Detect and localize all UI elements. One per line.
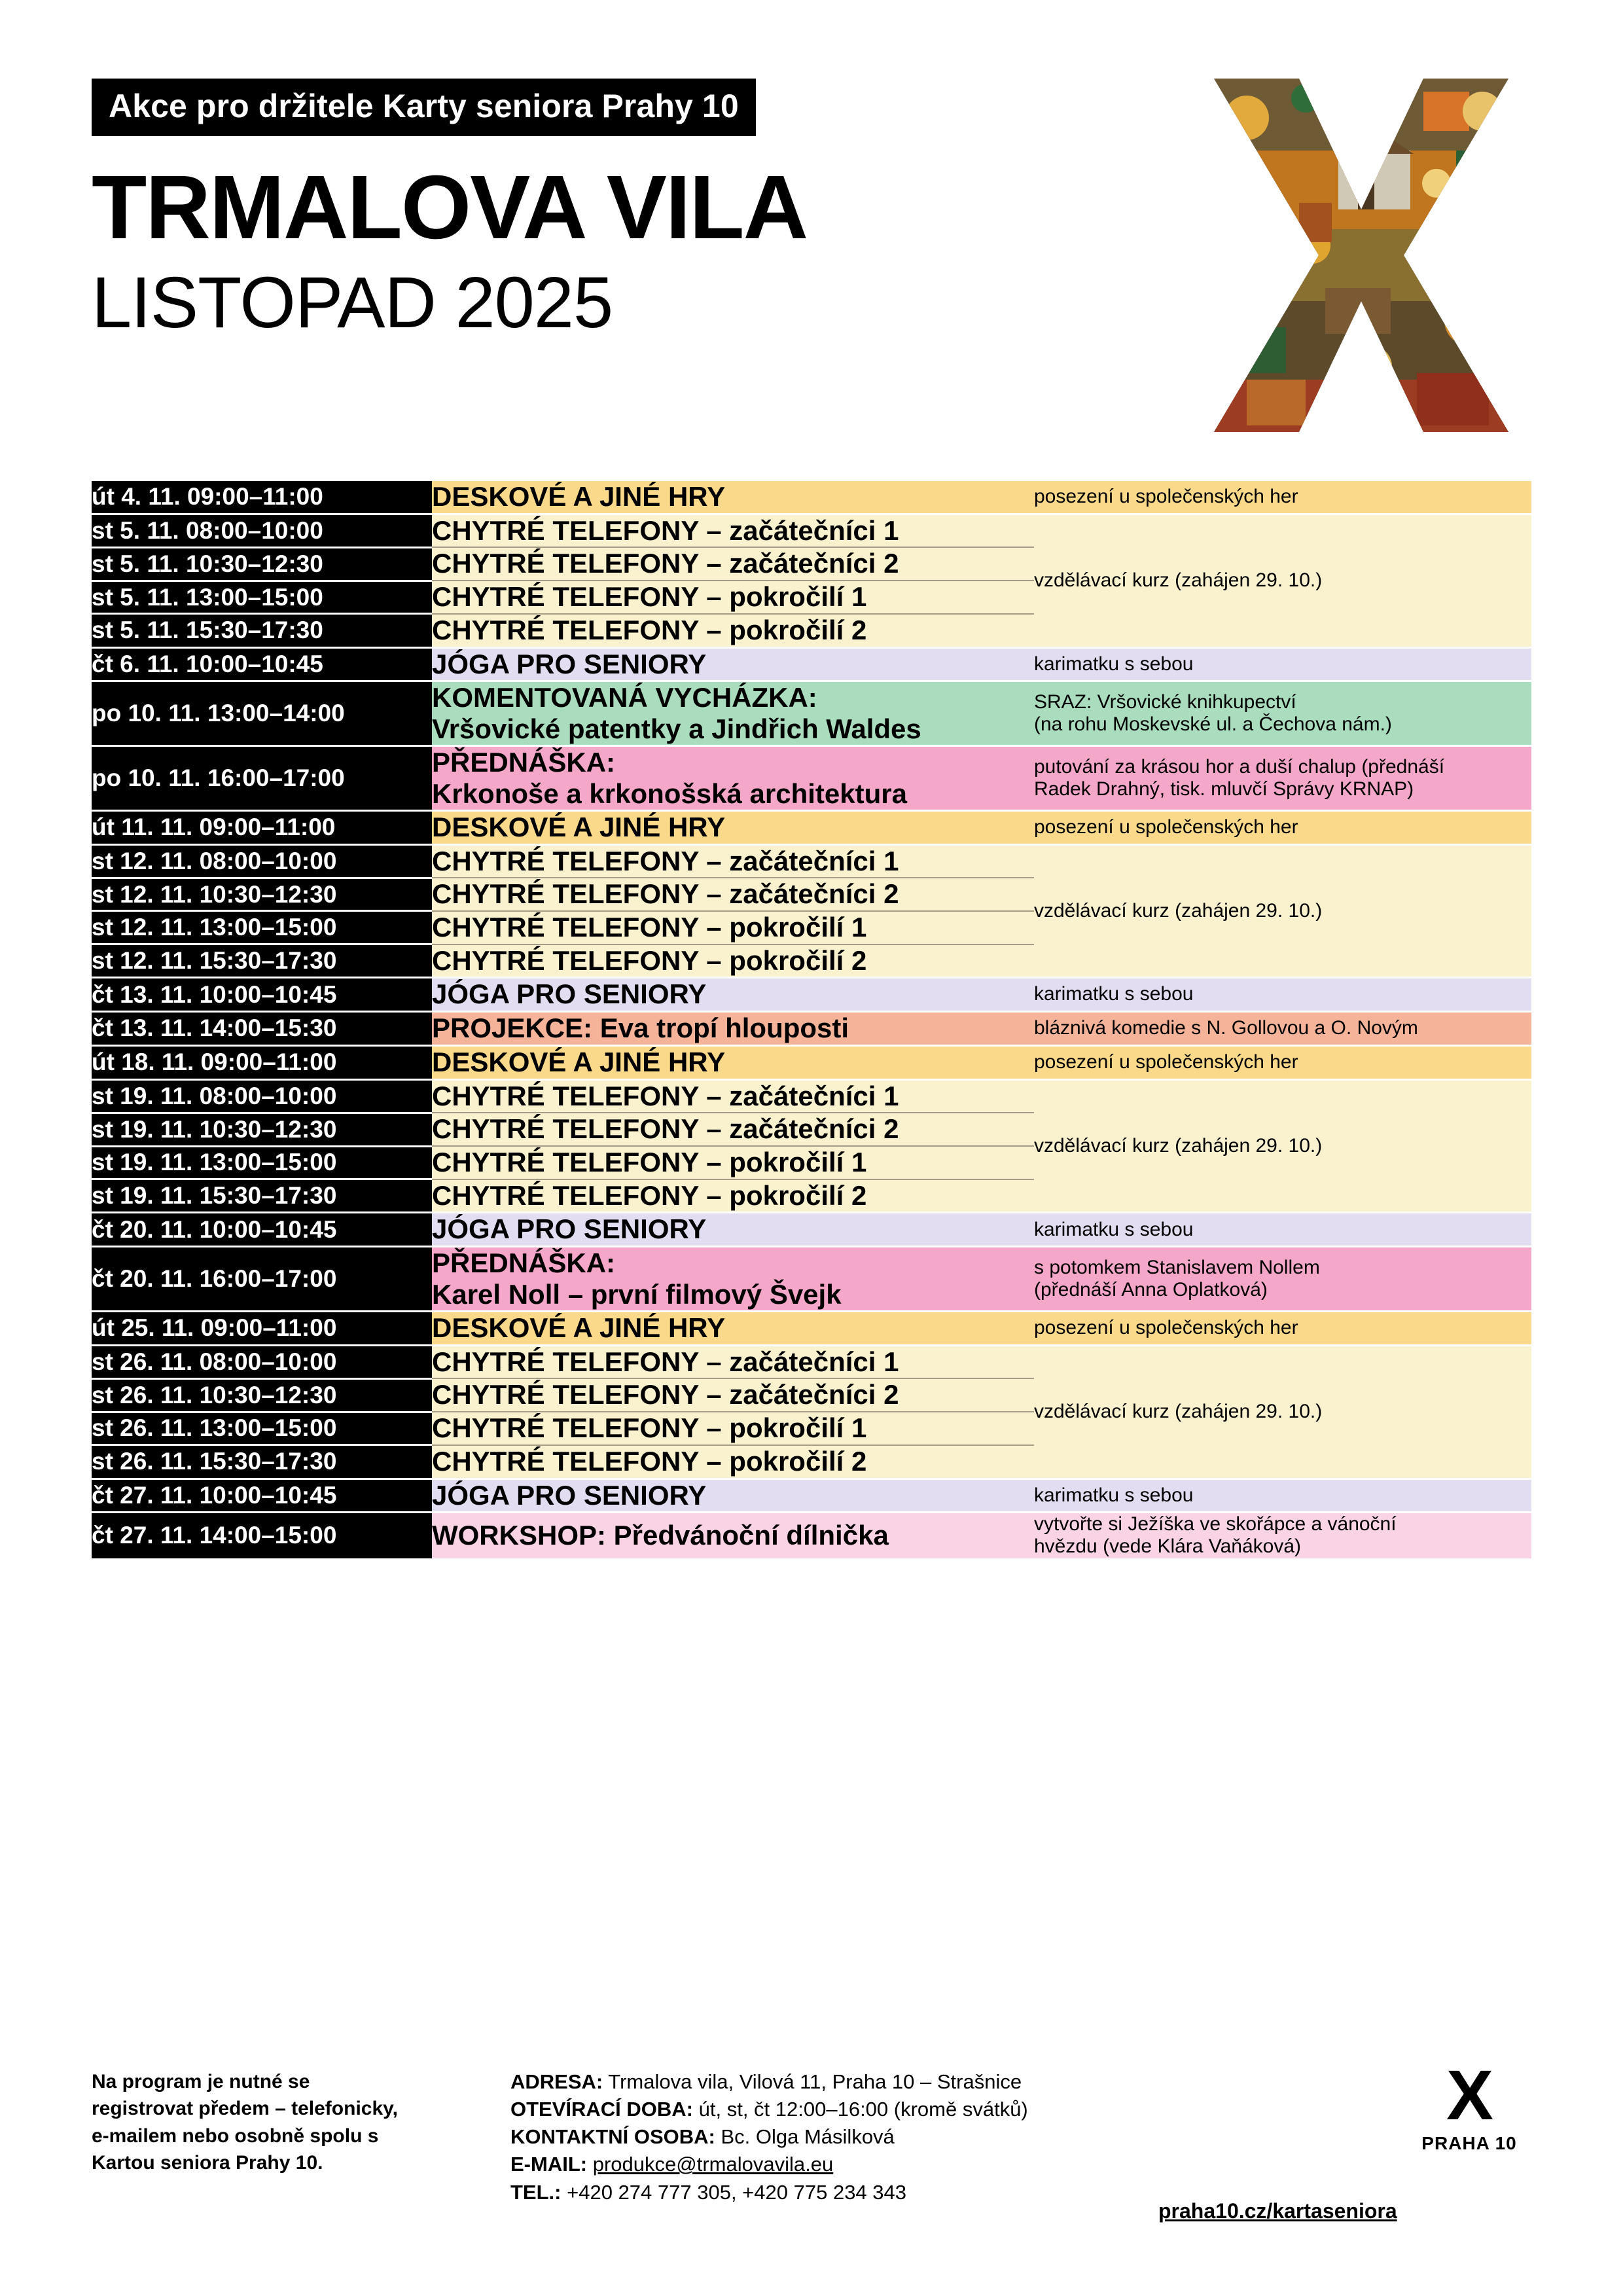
- row-title-line: CHYTRÉ TELEFONY – pokročilí 2: [432, 944, 867, 976]
- row-note-line: (na rohu Moskevské ul. a Čechova nám.): [1034, 713, 1392, 736]
- row-note: [1034, 1045, 1531, 1079]
- address-value: Trmalova vila, Vilová 11, Praha 10 – Strašnice: [608, 2070, 1022, 2093]
- row-title-line: CHYTRÉ TELEFONY – pokročilí 2: [432, 1445, 867, 1477]
- row-note: [1034, 1247, 1531, 1312]
- praha10-logo: [1400, 2055, 1538, 2154]
- row-title: [432, 1079, 1034, 1113]
- row-title-line: DESKOVÉ A JINÉ HRY: [432, 1312, 726, 1343]
- row-title: [432, 978, 1034, 1012]
- row-date: út 11. 11. 09:00–11:00: [92, 810, 432, 844]
- table-row: [92, 1045, 1531, 1079]
- row-title-line: CHYTRÉ TELEFONY – začátečníci 2: [432, 548, 899, 579]
- row-title-line: CHYTRÉ TELEFONY – začátečníci 2: [432, 878, 899, 910]
- row-date: st 26. 11. 15:30–17:30: [92, 1445, 432, 1479]
- table-row: [92, 1345, 1531, 1378]
- row-note: [1034, 810, 1531, 844]
- row-note: [1034, 481, 1531, 514]
- row-date: st 5. 11. 13:00–15:00: [92, 581, 432, 614]
- row-note-line: karimatku s sebou: [1034, 653, 1194, 675]
- row-title: [432, 1012, 1034, 1046]
- row-note-line: karimatku s sebou: [1034, 1218, 1194, 1240]
- row-note-line: bláznivá komedie s N. Gollovou a O. Novým: [1034, 1017, 1418, 1039]
- row-title: [432, 878, 1034, 911]
- row-title-line: DESKOVÉ A JINÉ HRY: [432, 481, 726, 512]
- row-title: [432, 1378, 1034, 1412]
- table-row: [92, 746, 1531, 811]
- page-title: TRMALOVA VILA: [92, 157, 808, 258]
- row-note-line: vzdělávací kurz (zahájen 29. 10.): [1034, 1134, 1323, 1157]
- row-title-line: Vršovické patentky a Jindřich Waldes: [432, 713, 921, 745]
- row-note-line: karimatku s sebou: [1034, 1484, 1194, 1506]
- row-note: [1034, 1012, 1531, 1046]
- row-title-line: JÓGA PRO SENIORY: [432, 978, 707, 1010]
- row-date: čt 6. 11. 10:00–10:45: [92, 647, 432, 681]
- row-date: st 12. 11. 15:30–17:30: [92, 944, 432, 978]
- row-note: [1034, 647, 1531, 681]
- row-note: [1034, 1345, 1531, 1479]
- hours-value: út, st, čt 12:00–16:00 (kromě svátků): [698, 2098, 1028, 2121]
- row-note: [1034, 746, 1531, 811]
- row-title: [432, 581, 1034, 614]
- row-note: [1034, 844, 1531, 978]
- contact-value: Bc. Olga Másilková: [721, 2125, 895, 2149]
- row-date: st 12. 11. 13:00–15:00: [92, 911, 432, 944]
- row-date: st 12. 11. 10:30–12:30: [92, 878, 432, 911]
- row-title-line: CHYTRÉ TELEFONY – pokročilí 2: [432, 614, 867, 645]
- row-note-line: Radek Drahný, tisk. mluvčí Správy KRNAP): [1034, 778, 1414, 800]
- row-title-line: KOMENTOVANÁ VYCHÁZKA:: [432, 682, 817, 713]
- row-title-line: WORKSHOP: Předvánoční dílnička: [432, 1520, 889, 1551]
- row-title: [432, 1247, 1034, 1312]
- row-date: st 5. 11. 15:30–17:30: [92, 614, 432, 647]
- row-date: st 5. 11. 10:30–12:30: [92, 547, 432, 581]
- row-date: st 26. 11. 13:00–15:00: [92, 1412, 432, 1445]
- email-link[interactable]: produkce@trmalovavila.eu: [592, 2153, 834, 2176]
- row-title-line: CHYTRÉ TELEFONY – pokročilí 1: [432, 911, 867, 942]
- table-row: [92, 1247, 1531, 1312]
- row-title-line: CHYTRÉ TELEFONY – začátečníci 1: [432, 1346, 899, 1377]
- row-title: [432, 844, 1034, 878]
- row-note-line: vzdělávací kurz (zahájen 29. 10.): [1034, 899, 1323, 922]
- row-title-line: CHYTRÉ TELEFONY – začátečníci 1: [432, 514, 899, 546]
- row-date: st 19. 11. 15:30–17:30: [92, 1179, 432, 1213]
- row-date: čt 20. 11. 10:00–10:45: [92, 1213, 432, 1247]
- table-row: [92, 647, 1531, 681]
- table-row: [92, 1213, 1531, 1247]
- row-title: [432, 746, 1034, 811]
- row-title: [432, 681, 1034, 746]
- row-title: [432, 614, 1034, 647]
- row-note: [1034, 1079, 1531, 1213]
- email-line: [510, 2151, 1165, 2178]
- row-date: po 10. 11. 13:00–14:00: [92, 681, 432, 746]
- header-badge: Akce pro držitele Karty seniora Prahy 10: [92, 79, 756, 136]
- praha10-logo-text: PRAHA 10: [1421, 2132, 1517, 2153]
- table-row: [92, 810, 1531, 844]
- row-title-line: JÓGA PRO SENIORY: [432, 648, 707, 679]
- row-title: [432, 1345, 1034, 1378]
- row-title-line: CHYTRÉ TELEFONY – začátečníci 1: [432, 1080, 899, 1111]
- row-title: [432, 1445, 1034, 1479]
- row-date: st 26. 11. 10:30–12:30: [92, 1378, 432, 1412]
- row-note: [1034, 1479, 1531, 1513]
- row-title-line: Krkonoše a krkonošská architektura: [432, 778, 907, 809]
- row-note: [1034, 1213, 1531, 1247]
- row-note-line: vytvořte si Ježíška ve skořápce a vánoční: [1034, 1513, 1397, 1535]
- row-title: [432, 911, 1034, 944]
- row-title: [432, 1412, 1034, 1445]
- row-title-line: JÓGA PRO SENIORY: [432, 1479, 707, 1511]
- row-date: st 5. 11. 08:00–10:00: [92, 514, 432, 547]
- registration-note: Na program je nutné se registrovat předem – telefonicky, e-mailem nebo osobně spolu s Kartou seniora Prahy 10.: [92, 2071, 398, 2174]
- address-line: [510, 2068, 1165, 2096]
- schedule-table: [92, 481, 1531, 1560]
- row-title-line: DESKOVÉ A JINÉ HRY: [432, 1046, 726, 1077]
- row-note: [1034, 681, 1531, 746]
- tel-value: +420 274 777 305, +420 775 234 343: [567, 2180, 907, 2204]
- row-title: [432, 1213, 1034, 1247]
- row-note-line: posezení u společenských her: [1034, 1050, 1298, 1073]
- row-title-line: CHYTRÉ TELEFONY – pokročilí 1: [432, 1147, 867, 1177]
- row-date: po 10. 11. 16:00–17:00: [92, 746, 432, 811]
- row-title-line: PŘEDNÁŠKA:: [432, 747, 616, 778]
- row-title: [432, 1146, 1034, 1179]
- row-title: [432, 810, 1034, 844]
- row-title-line: PROJEKCE: Eva tropí hlouposti: [432, 1013, 849, 1044]
- hours-line: [510, 2096, 1165, 2123]
- row-title-line: CHYTRÉ TELEFONY – pokročilí 2: [432, 1179, 867, 1211]
- row-title-line: CHYTRÉ TELEFONY – začátečníci 2: [432, 1379, 899, 1410]
- row-note-line: posezení u společenských her: [1034, 1316, 1298, 1338]
- address-label: ADRESA:: [510, 2070, 603, 2093]
- row-title-line: DESKOVÉ A JINÉ HRY: [432, 811, 726, 842]
- table-row: [92, 1479, 1531, 1513]
- tel-label: TEL.:: [510, 2180, 562, 2204]
- contact-person-line: [510, 2123, 1165, 2151]
- row-title-line: CHYTRÉ TELEFONY – pokročilí 1: [432, 1412, 867, 1444]
- row-title: [432, 547, 1034, 581]
- row-title-line: CHYTRÉ TELEFONY – začátečníci 2: [432, 1113, 899, 1145]
- table-row: [92, 978, 1531, 1012]
- table-row: [92, 1079, 1531, 1113]
- tel-line: [510, 2179, 1165, 2206]
- table-row: [92, 481, 1531, 514]
- row-title: [432, 1513, 1034, 1559]
- row-date: čt 27. 11. 10:00–10:45: [92, 1479, 432, 1513]
- row-title: [432, 1479, 1034, 1513]
- row-title: [432, 481, 1034, 514]
- row-note-line: posezení u společenských her: [1034, 816, 1298, 838]
- row-note-line: putování za krásou hor a duší chalup (přednáší: [1034, 755, 1445, 778]
- row-date: st 19. 11. 08:00–10:00: [92, 1079, 432, 1113]
- row-title-line: CHYTRÉ TELEFONY – pokročilí 1: [432, 581, 867, 613]
- row-date: st 19. 11. 13:00–15:00: [92, 1146, 432, 1179]
- row-title-line: Karel Noll – první filmový Švejk: [432, 1279, 842, 1310]
- row-date: čt 27. 11. 14:00–15:00: [92, 1513, 432, 1559]
- poster-header: [92, 79, 1165, 343]
- row-date: út 18. 11. 09:00–11:00: [92, 1045, 432, 1079]
- row-note-line: vzdělávací kurz (zahájen 29. 10.): [1034, 1400, 1323, 1422]
- row-note-line: posezení u společenských her: [1034, 486, 1298, 508]
- row-title: [432, 514, 1034, 547]
- row-date: st 12. 11. 08:00–10:00: [92, 844, 432, 878]
- row-title: [432, 1113, 1034, 1146]
- row-date: čt 20. 11. 16:00–17:00: [92, 1247, 432, 1312]
- row-date: st 19. 11. 10:30–12:30: [92, 1113, 432, 1146]
- email-label: E-MAIL:: [510, 2153, 588, 2176]
- row-note: [1034, 1311, 1531, 1345]
- row-date: čt 13. 11. 14:00–15:30: [92, 1012, 432, 1046]
- row-note: [1034, 978, 1531, 1012]
- row-date: út 4. 11. 09:00–11:00: [92, 481, 432, 514]
- row-note-line: vzdělávací kurz (zahájen 29. 10.): [1034, 569, 1323, 591]
- row-date: čt 13. 11. 10:00–10:45: [92, 978, 432, 1012]
- praha10-x-icon: X: [1446, 2055, 1493, 2134]
- table-row: [92, 1012, 1531, 1046]
- page-subtitle: LISTOPAD 2025: [92, 262, 613, 343]
- row-note-line: (přednáší Anna Oplatková): [1034, 1279, 1268, 1301]
- table-row: [92, 844, 1531, 878]
- row-note-line: s potomkem Stanislavem Nollem: [1034, 1256, 1320, 1278]
- table-row: [92, 1311, 1531, 1345]
- row-title-line: JÓGA PRO SENIORY: [432, 1213, 707, 1245]
- contact-block: [510, 2068, 1165, 2206]
- row-title: [432, 1045, 1034, 1079]
- row-title: [432, 944, 1034, 978]
- row-title-line: CHYTRÉ TELEFONY – začátečníci 1: [432, 845, 899, 876]
- row-title-line: PŘEDNÁŠKA:: [432, 1247, 616, 1279]
- table-row: [92, 681, 1531, 746]
- x-collage-logo-icon: [1207, 72, 1515, 439]
- row-title: [432, 1311, 1034, 1345]
- row-date: út 25. 11. 09:00–11:00: [92, 1311, 432, 1345]
- row-note: [1034, 1513, 1531, 1559]
- row-note-line: karimatku s sebou: [1034, 983, 1194, 1005]
- row-note: [1034, 514, 1531, 647]
- table-row: [92, 1513, 1531, 1559]
- table-row: [92, 514, 1531, 547]
- hours-label: OTEVÍRACÍ DOBA:: [510, 2098, 693, 2121]
- contact-label: KONTAKTNÍ OSOBA:: [510, 2125, 715, 2149]
- row-note-line: SRAZ: Vršovické knihkupectví: [1034, 691, 1296, 713]
- row-date: st 26. 11. 08:00–10:00: [92, 1345, 432, 1378]
- row-title: [432, 647, 1034, 681]
- website-link[interactable]: praha10.cz/kartaseniora: [1158, 2199, 1397, 2223]
- row-title: [432, 1179, 1034, 1213]
- row-note-line: hvězdu (vede Klára Vaňáková): [1034, 1535, 1302, 1558]
- schedule-body: [92, 481, 1531, 1559]
